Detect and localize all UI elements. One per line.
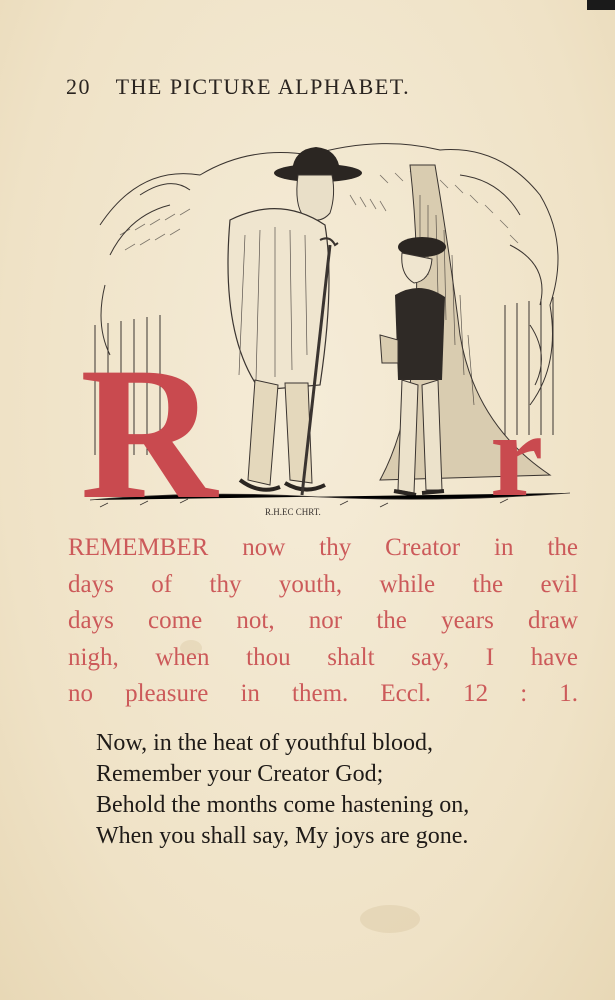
running-head <box>66 74 546 100</box>
old-man-figure <box>228 147 362 495</box>
capital-letter-r: R <box>80 329 218 520</box>
page-corner-shadow <box>587 0 615 10</box>
engraving-illustration <box>80 135 575 520</box>
hymn-line: Remember your Creator God; <box>96 761 384 787</box>
small-letter-r: r <box>490 388 544 520</box>
verse-line: no pleasure in them. Eccl. 12 : 1. <box>68 680 578 707</box>
scripture-verse <box>68 530 578 713</box>
hymn-stanza <box>96 728 576 852</box>
hymn-line: Behold the months come hastening on, <box>96 792 470 818</box>
verse-line: nigh, when thou shalt say, I have <box>68 643 578 671</box>
paper-stain <box>360 905 420 933</box>
verse-line: days come not, nor the years draw <box>68 607 578 634</box>
book-title: THE PICTURE ALPHABET. <box>115 74 411 99</box>
engraver-signature: R.H.EC CHRT. <box>265 507 321 517</box>
hymn-line: Now, in the heat of youthful blood, <box>96 730 434 756</box>
verse-line: days of thy youth, while the evil <box>68 570 578 598</box>
page-number: 20 <box>66 74 91 99</box>
verse-line: REMEMBER now thy Creator in the <box>68 534 578 561</box>
hymn-line: When you shall say, My joys are gone. <box>96 823 469 849</box>
